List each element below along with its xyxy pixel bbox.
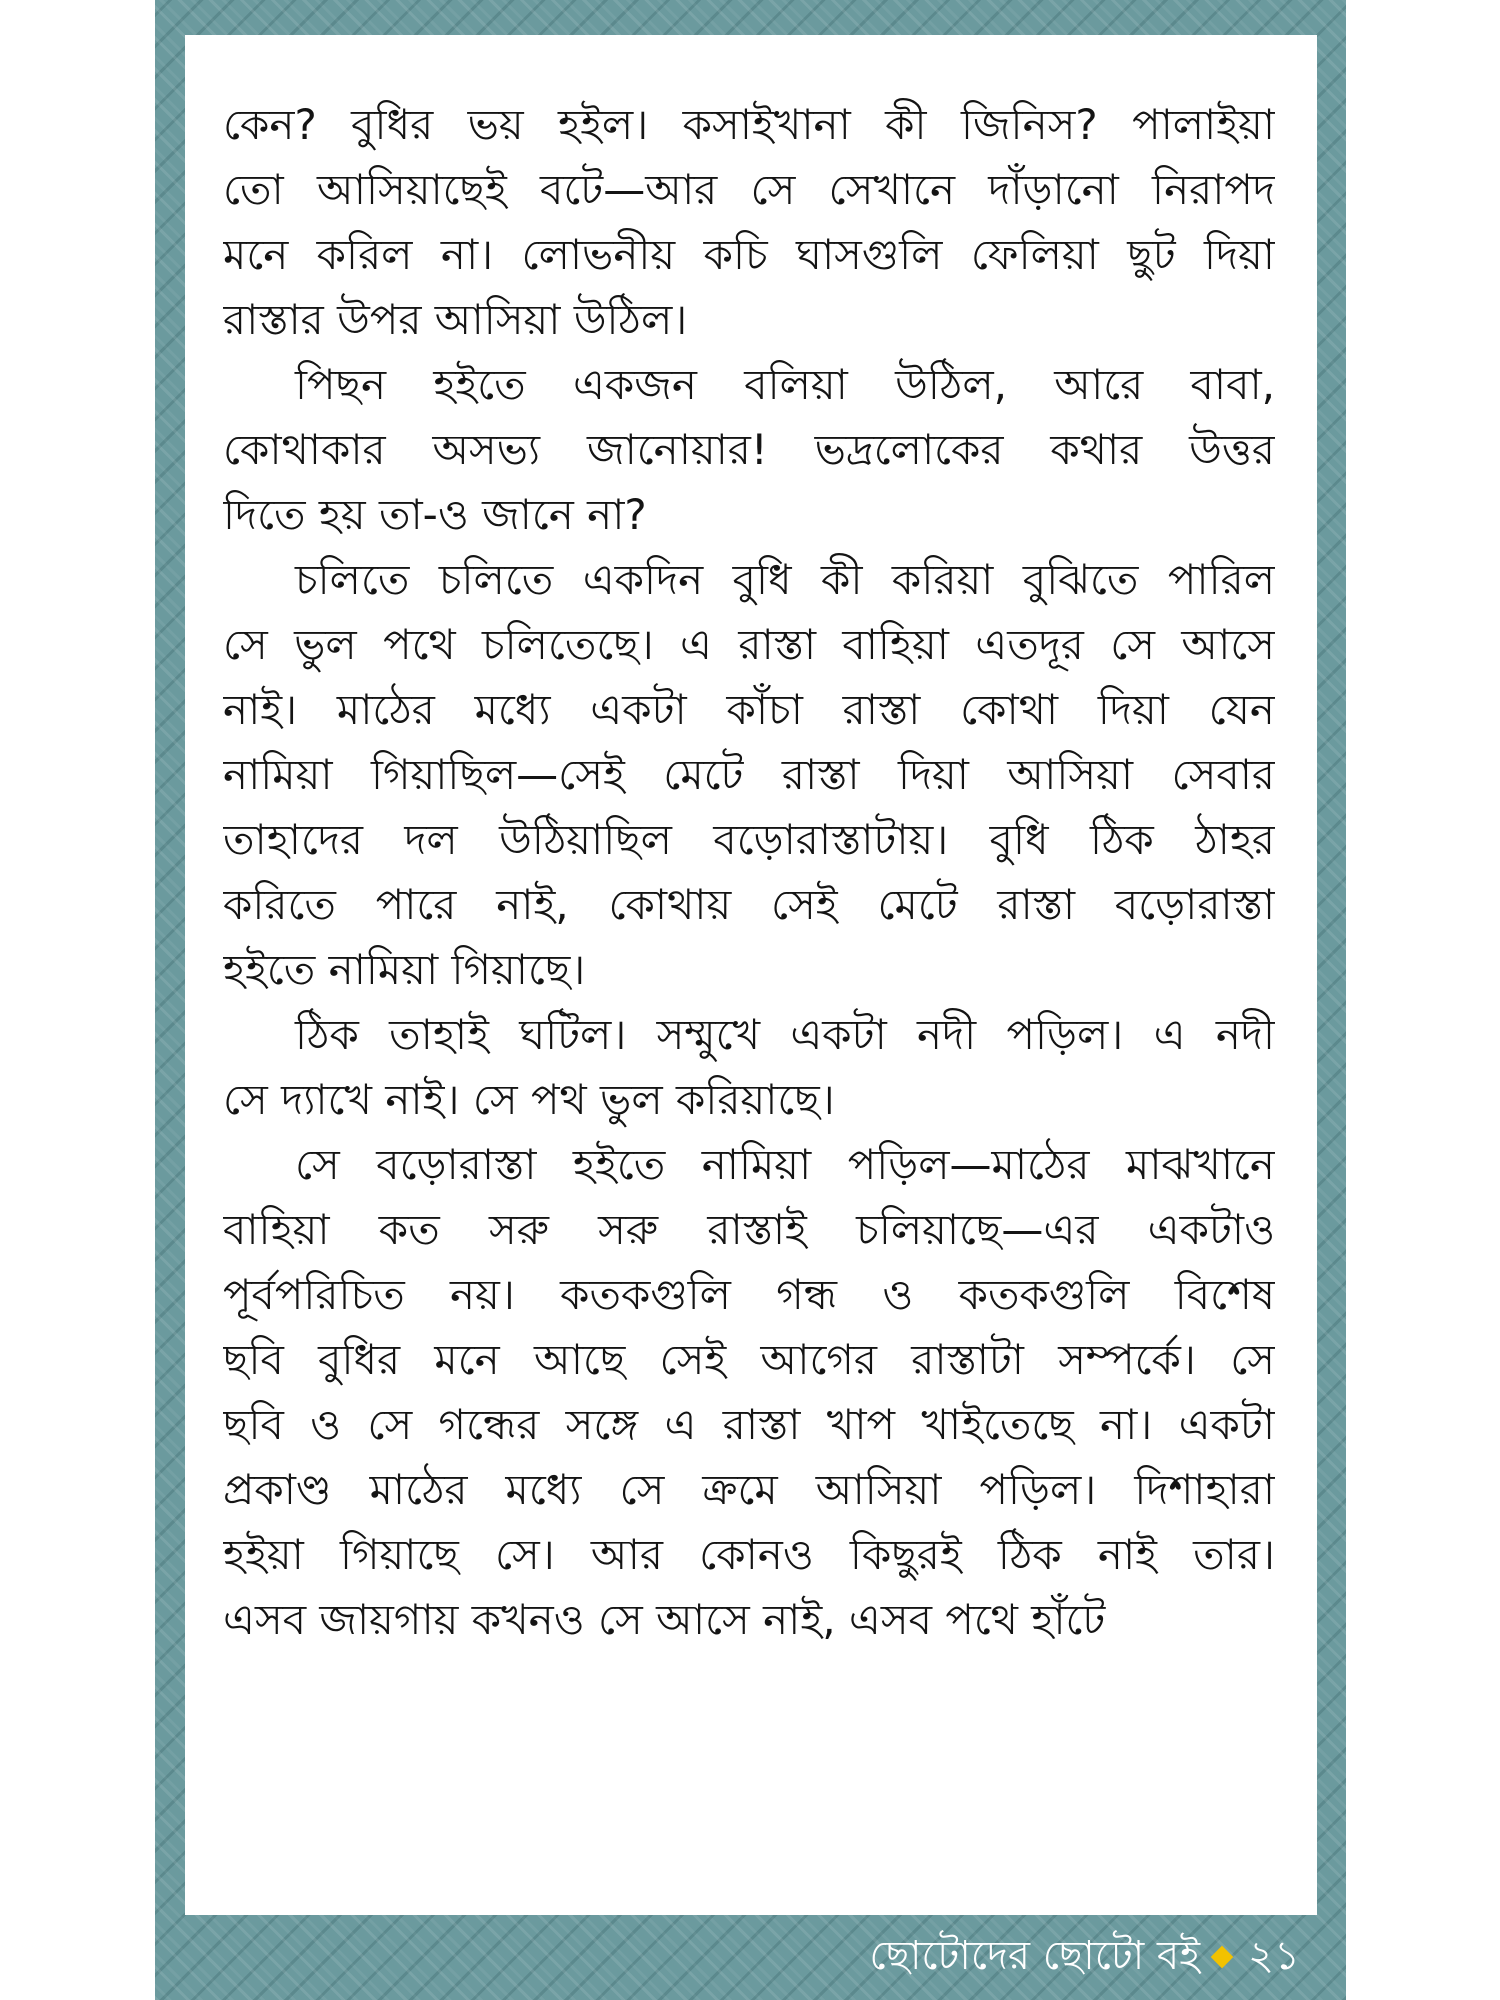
text-line: ছবি বুধির মনে আছে সেই আগের রাস্তাটা সম্পর্কে। সে xyxy=(223,1335,1275,1384)
text-line: কেন? বুধির ভয় হইল। কসাইখানা কী জিনিস? পালাইয়া xyxy=(223,100,1275,149)
text-line: হইতে নামিয়া গিয়াছে। xyxy=(223,945,586,994)
text-line: সে ভুল পথে চলিতেছে। এ রাস্তা বাহিয়া এতদূর সে আসে xyxy=(223,620,1275,669)
text-line: তাহাদের দল উঠিয়াছিল বড়োরাস্তাটায়। বুধি ঠিক ঠাহর xyxy=(223,815,1275,864)
text-line: ঠিক তাহাই ঘটিল। সম্মুখে একটা নদী পড়িল। এ নদী xyxy=(295,1010,1275,1059)
page-footer xyxy=(869,1932,1300,1982)
text-line: পিছন হইতে একজন বলিয়া উঠিল, আরে বাবা, xyxy=(295,360,1275,409)
book-title: ছোটোদের ছোটো বই xyxy=(869,1932,1201,1979)
text-line: এসব জায়গায় কখনও সে আসে নাই, এসব পথে হাঁটে xyxy=(223,1595,1106,1644)
diamond-icon xyxy=(1211,1946,1234,1969)
text-line: সে দ্যাখে নাই। সে পথ ভুল করিয়াছে। xyxy=(223,1075,835,1124)
text-line: ছবি ও সে গন্ধের সঙ্গে এ রাস্তা খাপ খাইতেছে না। একটা xyxy=(223,1400,1275,1449)
text-line: করিতে পারে নাই, কোথায় সেই মেটে রাস্তা বড়োরাস্তা xyxy=(223,880,1275,929)
text-line: বাহিয়া কত সরু সরু রাস্তাই চলিয়াছে—এর একটাও xyxy=(223,1205,1275,1254)
text-line: কোথাকার অসভ্য জানোয়ার! ভদ্রলোকের কথার উত্তর xyxy=(223,425,1275,474)
text-line: দিতে হয় তা-ও জানে না? xyxy=(223,490,647,539)
story-text xyxy=(223,92,1275,1652)
scan-margin-right xyxy=(1346,0,1500,2000)
text-line: পূর্বপরিচিত নয়। কতকগুলি গন্ধ ও কতকগুলি বিশেষ xyxy=(223,1270,1275,1319)
text-line: নামিয়া গিয়াছিল—সেই মেটে রাস্তা দিয়া আসিয়া সেবার xyxy=(223,750,1275,799)
text-line: মনে করিল না। লোভনীয় কচি ঘাসগুলি ফেলিয়া ছুট দিয়া xyxy=(223,230,1275,279)
text-line: প্রকাণ্ড মাঠের মধ্যে সে ক্রমে আসিয়া পড়িল। দিশাহারা xyxy=(223,1465,1275,1514)
text-line: চলিতে চলিতে একদিন বুধি কী করিয়া বুঝিতে পারিল xyxy=(295,555,1275,604)
text-line: সে বড়োরাস্তা হইতে নামিয়া পড়িল—মাঠের মাঝখানে xyxy=(295,1140,1275,1189)
page-number: ২১ xyxy=(1248,1932,1300,1979)
text-line: রাস্তার উপর আসিয়া উঠিল। xyxy=(223,295,688,344)
text-line: তো আসিয়াছেই বটে—আর সে সেখানে দাঁড়ানো নিরাপদ xyxy=(223,165,1275,214)
text-line: নাই। মাঠের মধ্যে একটা কাঁচা রাস্তা কোথা দিয়া যেন xyxy=(223,685,1275,734)
scan-margin-left xyxy=(0,0,155,2000)
text-line: হইয়া গিয়াছে সে। আর কোনও কিছুরই ঠিক নাই তার। xyxy=(223,1530,1275,1579)
